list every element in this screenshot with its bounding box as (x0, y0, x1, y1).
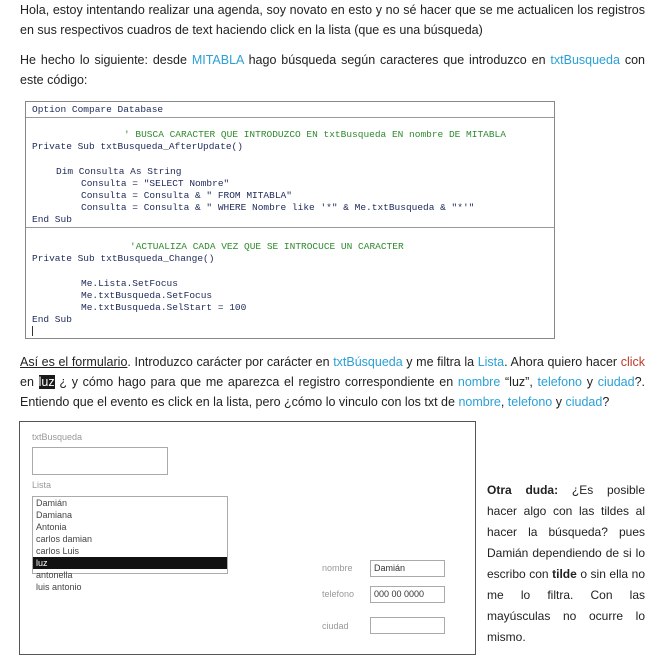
nombre-ref: nombre (457, 375, 501, 389)
fp-text: ?. Entiendo que el evento es click en la lista, pero ¿cómo lo vinculo con los txt de (20, 375, 645, 409)
list-item[interactable]: Damiana (36, 510, 73, 520)
code-line: End Sub (32, 314, 72, 325)
side-note (487, 480, 645, 648)
side-note-text: o sin ella no me lo filtra. Con las mayúsculas no ocurre lo mismo. (487, 567, 645, 644)
txtbusqueda-ref: txtBusqueda (550, 53, 620, 67)
form-screenshot (19, 421, 476, 655)
intro-paragraph (20, 0, 645, 40)
search-value (33, 451, 36, 461)
code-line: Private Sub txtBusqueda_AfterUpdate() (32, 141, 243, 152)
ciudad-ref: ciudad (565, 395, 603, 409)
list-item[interactable]: Antonia (36, 522, 67, 532)
luz-highlight: luz (38, 375, 55, 389)
formulario-link[interactable]: Así es el formulario (20, 355, 128, 369)
code-line: Option Compare Database (32, 104, 164, 115)
nombre-value: Damián (374, 563, 406, 573)
nombre-input[interactable] (370, 560, 445, 577)
nombre-label: nombre (322, 563, 353, 573)
fp-text: y (552, 395, 566, 409)
telefono-label: telefono (322, 589, 355, 599)
telefono-value: 000 00 0000 (374, 589, 425, 599)
code-comment: 'ACTUALIZA CADA VEZ QUE SE INTROCUCE UN CARACTER (130, 241, 404, 252)
code-separator (26, 227, 554, 228)
code-line: Me.txtBusqueda.SetFocus (81, 290, 213, 301)
code-line: Private Sub txtBusqueda_Change() (32, 253, 215, 264)
code-line: End Sub (32, 214, 72, 225)
intro-text: Hola, estoy intentando realizar una agenda, soy novato en esto y no sé hacer que se me actualicen los registros en sus respectivos cuadros de text haciendo click en la lista (que es una búsqueda) (20, 3, 645, 37)
form-paragraph (20, 352, 645, 412)
code-line: Me.txtBusqueda.SelStart = 100 (81, 302, 247, 313)
list-item[interactable]: carlos damian (36, 534, 93, 544)
code-line: Me.Lista.SetFocus (81, 278, 178, 289)
list-item[interactable]: antonella (36, 570, 73, 580)
desc-text-3: con este código: (20, 53, 645, 87)
fp-text: en (20, 375, 34, 389)
list-item[interactable]: luis antonio (36, 582, 82, 592)
fp-text: ¿ y cómo hago para que me aparezca el registro correspondiente en (54, 375, 458, 389)
fp-text: , (500, 395, 508, 409)
fp-text: y me filtra la (402, 355, 478, 369)
tilde-word: tilde (552, 567, 577, 581)
txtbusqueda-ref: txtBúsqueda (333, 355, 403, 369)
lista-ref: Lista (477, 355, 505, 369)
search-label: txtBusqueda (32, 432, 83, 442)
list-item[interactable]: carlos Luis (36, 546, 80, 556)
click-ref: click (620, 355, 646, 369)
nombre-ref: nombre (458, 395, 501, 409)
desc-text-1: He hecho lo siguiente: desde (20, 53, 192, 67)
code-comment: ' BUSCA CARACTER QUE INTRODUZCO EN txtBusqueda EN nombre DE MITABLA (124, 129, 506, 140)
code-line: Consulta = Consulta & " WHERE Nombre like '*" & Me.txtBusqueda & "*'" (81, 202, 475, 213)
fp-text: . Introduzco carácter por carácter en (127, 355, 334, 369)
ciudad-input[interactable] (370, 617, 445, 634)
ciudad-ref: ciudad (597, 375, 635, 389)
code-line: Consulta = Consulta & " FROM MITABLA" (81, 190, 292, 201)
fp-text: “luz”, (500, 375, 538, 389)
telefono-input[interactable] (370, 586, 445, 603)
code-block (25, 101, 555, 339)
code-line: Dim Consulta As String (56, 166, 182, 177)
mitabla-ref: MITABLA (191, 53, 244, 67)
fp-text: ? (602, 395, 610, 409)
list-label: Lista (32, 480, 52, 490)
telefono-ref: telefono (537, 375, 583, 389)
list-item[interactable]: luz (33, 557, 227, 569)
search-input[interactable] (32, 447, 168, 475)
desc-text-2: hago búsqueda según caracteres que introduzco en (243, 53, 551, 67)
side-note-title: Otra duda: (487, 483, 559, 497)
side-note-text: ¿Es posible hacer algo con las tildes al hacer la búsqueda? pues Damián dependiendo de si lo escribo con (487, 483, 646, 581)
list-item[interactable]: Damián (36, 498, 68, 508)
telefono-ref: telefono (507, 395, 553, 409)
fp-text: y (582, 375, 598, 389)
description-paragraph (20, 50, 645, 90)
code-line: Consulta = "SELECT Nombre" (81, 178, 230, 189)
text-cursor (32, 326, 33, 336)
fp-text: . Ahora quiero hacer (504, 355, 621, 369)
lista-listbox[interactable] (32, 496, 228, 592)
code-separator (26, 117, 554, 118)
ciudad-label: ciudad (322, 621, 349, 631)
